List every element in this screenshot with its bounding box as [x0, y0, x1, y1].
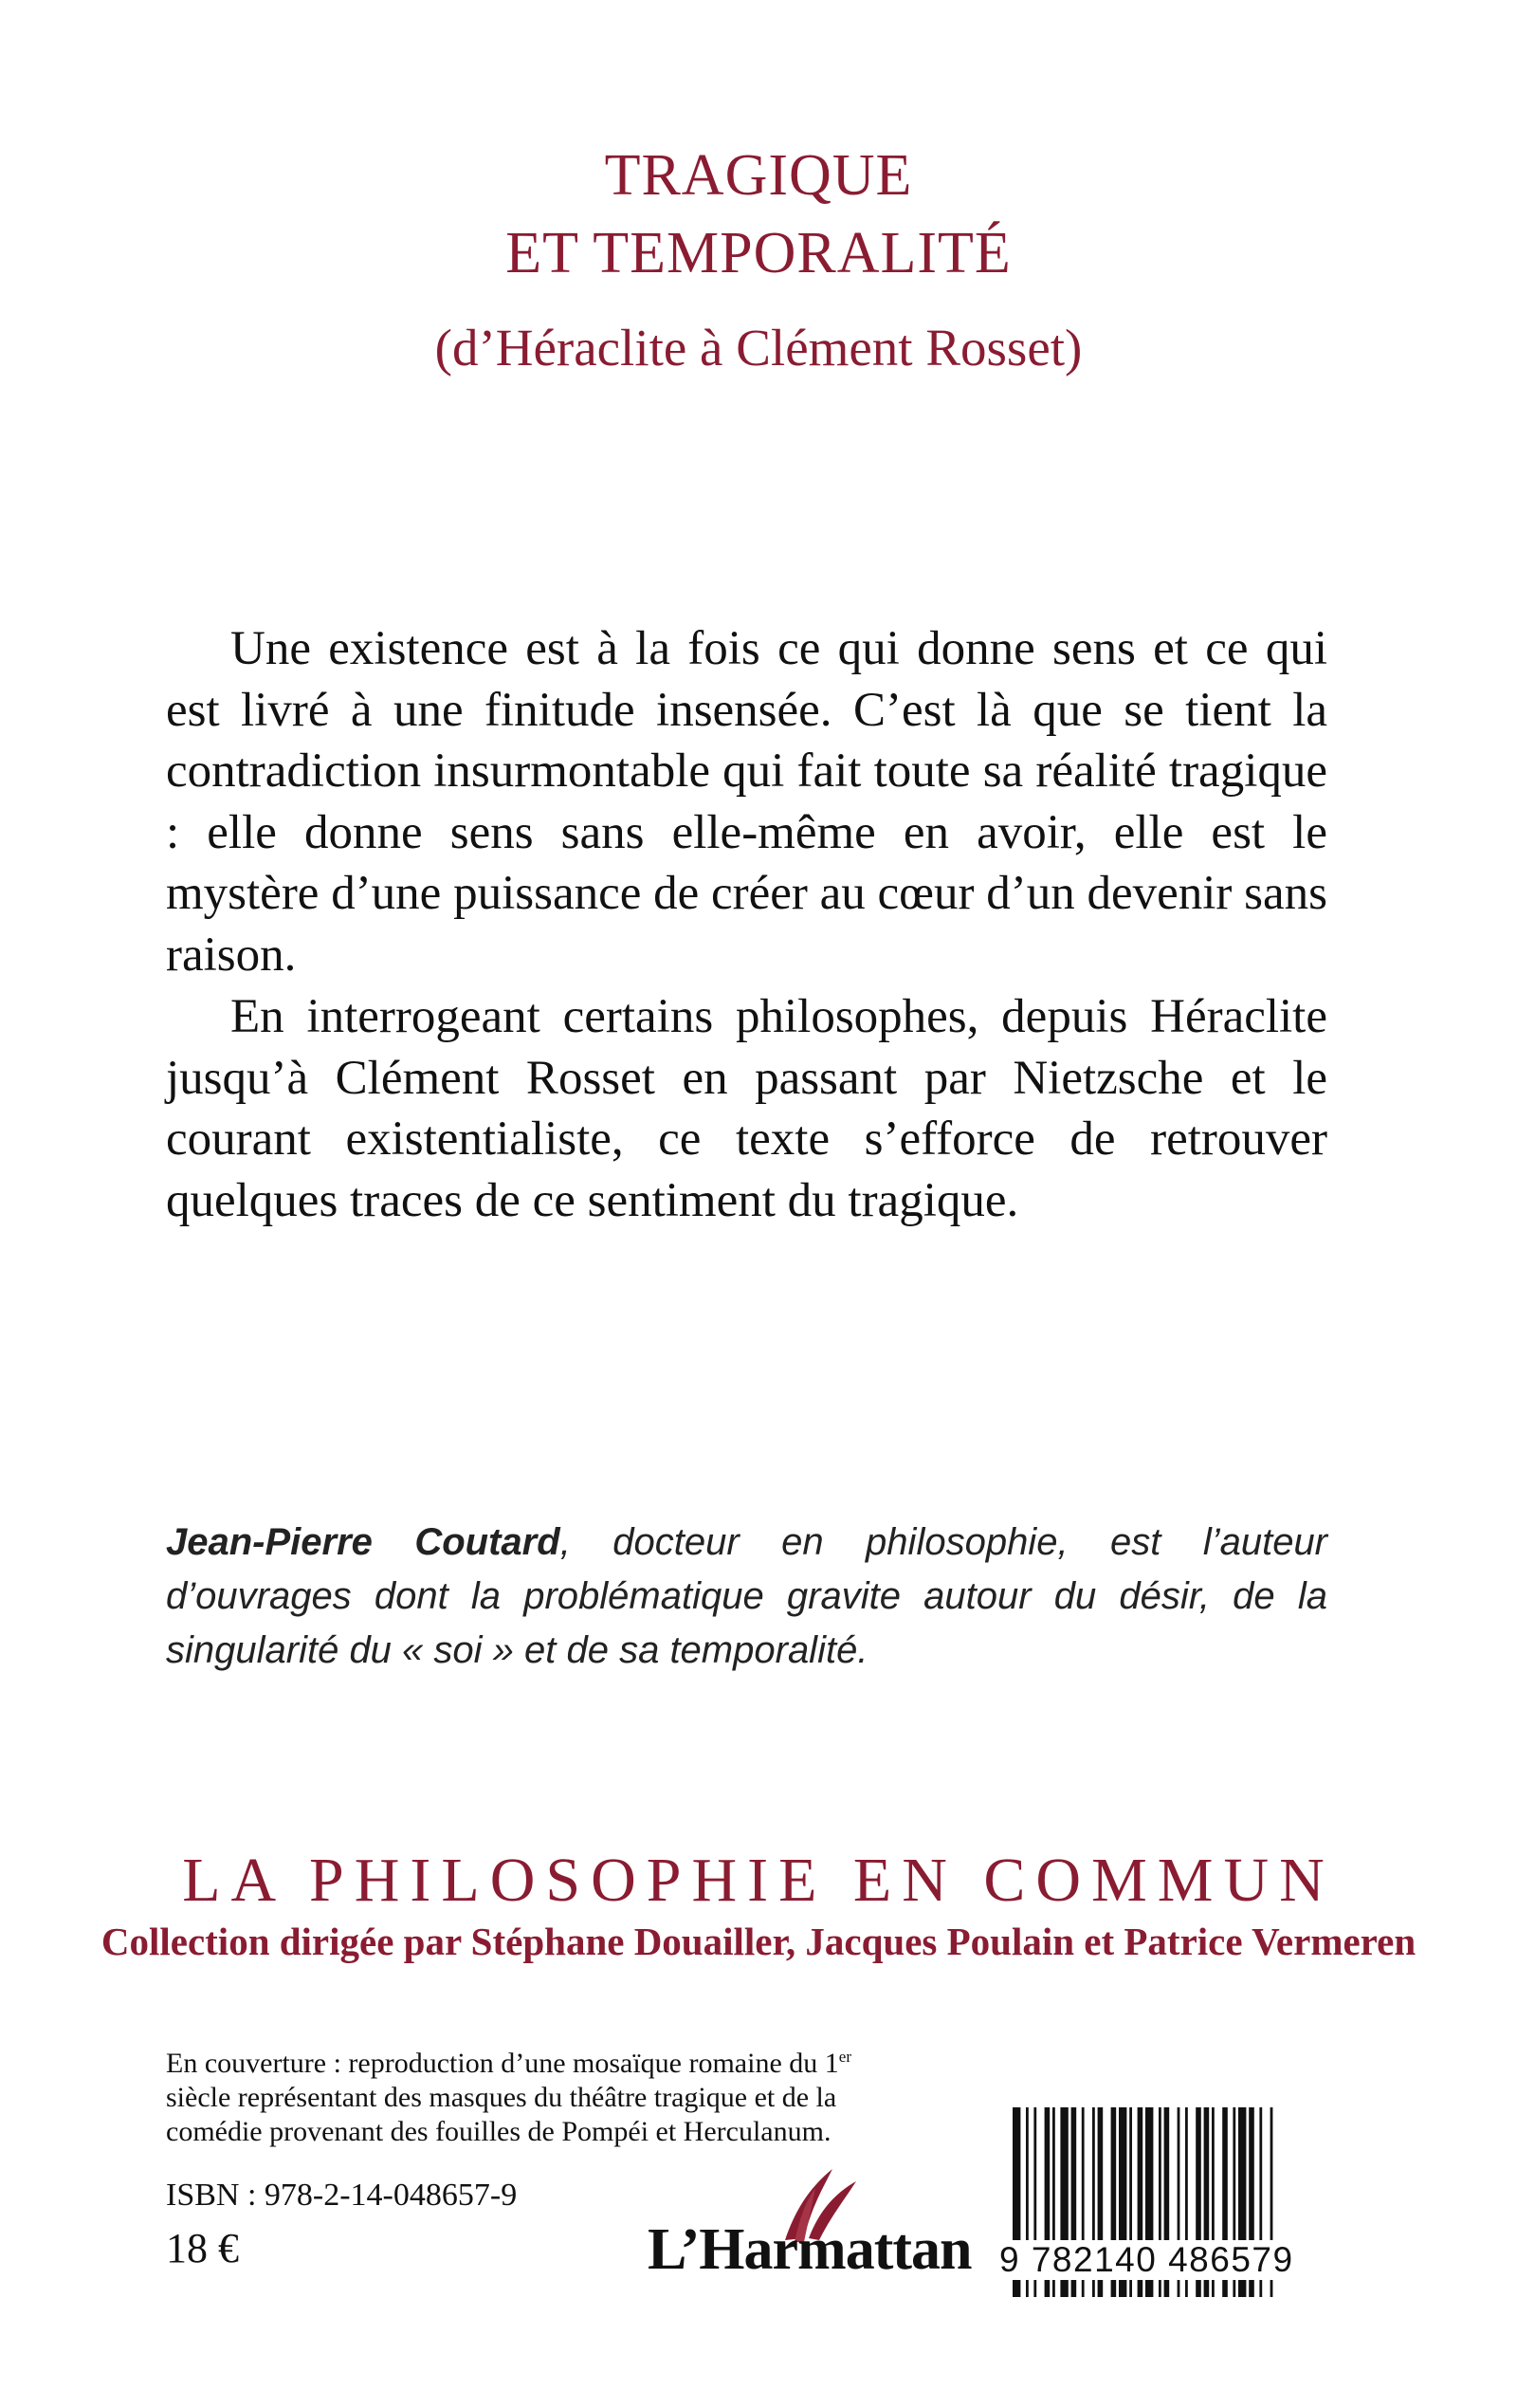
series-directors: Collection dirigée par Stéphane Douailler, Jacques Poulain et Patrice Vermeren [101, 1920, 1416, 1963]
publisher-name: L’Harmattan [648, 2217, 972, 2282]
author-bio-text: , docteur en philosophie, est l’auteur d’ouvrages dont la problématique gravite autour du désir, de la singularité du « soi » et de sa temporalité. [166, 1521, 1328, 1671]
barcode-digits: 9 782140 486579 [999, 2240, 1322, 2280]
price: 18 € [166, 2225, 239, 2271]
book-subtitle: (d’Héraclite à Clément Rosset) [434, 319, 1083, 377]
cover-note-superscript: er [838, 2048, 851, 2066]
author-name: Jean-Pierre Coutard [166, 1521, 560, 1563]
book-title-line1: TRAGIQUE [604, 143, 913, 208]
cover-note [166, 2040, 905, 2149]
series-title: LA PHILOSOPHIE EN COMMUN [182, 1846, 1335, 1915]
cover-note-text-2: siècle représentant des masques du théâtre tragique et de la comédie provenant des fouilles de Pompéi et Herculanum. [166, 2082, 837, 2147]
summary-paragraph-1: Une existence est à la fois ce qui donne sens et ce qui est livré à une finitude insensée. C’est là que se tient la contradiction insurmontable qui fait toute sa réalité tragique : elle donne sens sans elle-même en avoir, elle est le mystère d’une puissance de créer au cœur d’un devenir sans raison. [166, 622, 1327, 982]
cover-note-text-1: En couverture : reproduction d’une mosaïque romaine du 1 [166, 2048, 839, 2079]
isbn: ISBN : 978-2-14-048657-9 [166, 2178, 518, 2213]
book-title-line2: ET TEMPORALITÉ [505, 221, 1012, 285]
summary-paragraph-2: En interrogeant certains philosophes, depuis Héraclite jusqu’à Clément Rosset en passant par Nietzsche et le courant existentialiste, ce texte s’efforce de retrouver quelques traces de ce sentiment du tragique. [166, 990, 1327, 1227]
author-bio [166, 1516, 1327, 1678]
